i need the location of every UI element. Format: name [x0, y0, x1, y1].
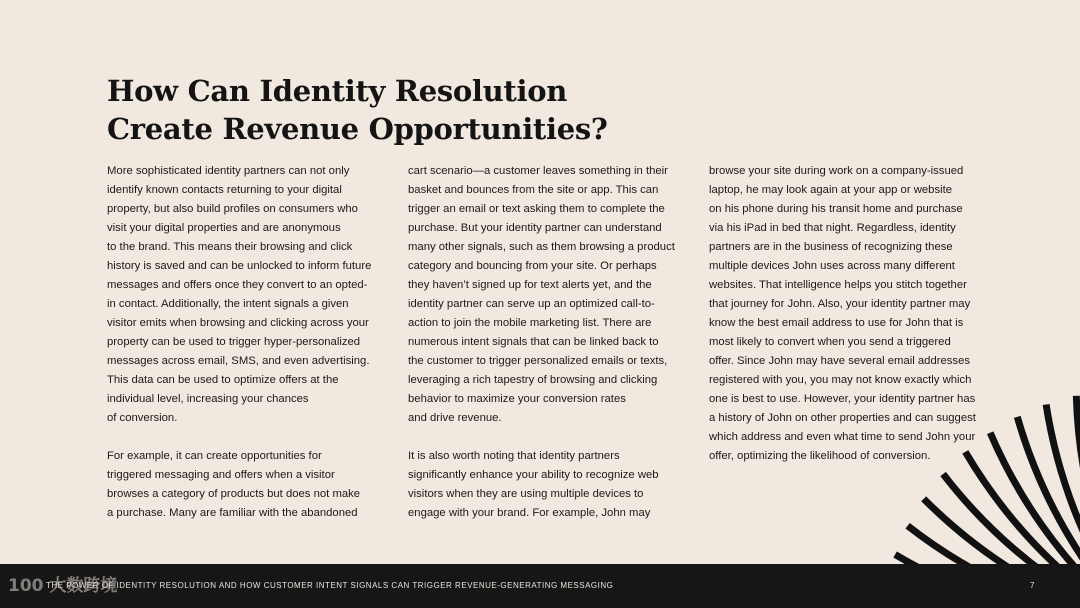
heading-line-1: How Can Identity Resolution	[107, 74, 568, 108]
footer-bar	[0, 564, 1080, 608]
watermark-logo: 100 大数跨境	[8, 576, 118, 596]
footer-title: THE POWER OF IDENTITY RESOLUTION AND HOW CUSTOMER INTENT SIGNALS CAN TRIGGER REVENUE-GENERATING MESSAGING	[46, 581, 614, 590]
column-1-paragraph-2: For example, it can create opportunities for triggered messaging and offers when a visitor browses a category of products but does not make a purchase. Many are familiar with the abandoned	[107, 450, 361, 519]
column-2-paragraph-2: It is also worth noting that identity partners significantly enhance your ability to recognize web visitors when they are using multiple devices to engage with your brand. For example, John may	[408, 450, 659, 519]
column-3-paragraph-1: browse your site during work on a company-issued laptop, he may look again at your app or website on his phone during his transit home and purchase via his iPad in bed that night. Regardless, identity partners are in the business of recognizing these multiple devices John uses across many different websites. That intelligence helps you stitch together that journey for John. Also, your identity partner may know the best email address to use for John that is most likely to convert when you send a triggered offer. Since John may have several email addresses registered with you, you may not know exactly which one is best to use. However, your identity partner has a history of John on other properties and can suggest which address and even what time to send John your offer, optimizing the likelihood of conversion.	[709, 165, 976, 462]
page-number: 7	[1030, 581, 1035, 590]
heading-line-2: Create Revenue Opportunities?	[107, 112, 608, 146]
column-2-paragraph-1: cart scenario—a customer leaves something in their basket and bounces from the site or app. This can trigger an email or text asking them to complete the purchase. But your identity partner can understand many other signals, such as them browsing a product category and bouncing from your site. Or perhaps they haven’t signed up for text alerts yet, and the identity partner can serve up an optimized call-to- action to join the mobile marketing list. There are numerous intent signals that can be linked back to the customer to trigger personalized emails or texts, leveraging a rich tapestry of browsing and clicking behavior to maximize your conversion rates and drive revenue.	[408, 165, 675, 424]
column-1-paragraph-1: More sophisticated identity partners can not only identify known contacts returning to your digital property, but also build profiles on consumers who visit your digital properties and are anonymous to the brand. This means their browsing and click history is saved and can be unlocked to inform future messages and offers once they convert to an opted- in contact. Additionally, the intent signals a given visitor emits when browsing and clicking across your property can be used to trigger hyper-personalized messages across email, SMS, and even advertising. This data can be used to optimize offers at the individual level, increasing your chances of conversion.	[107, 165, 372, 424]
